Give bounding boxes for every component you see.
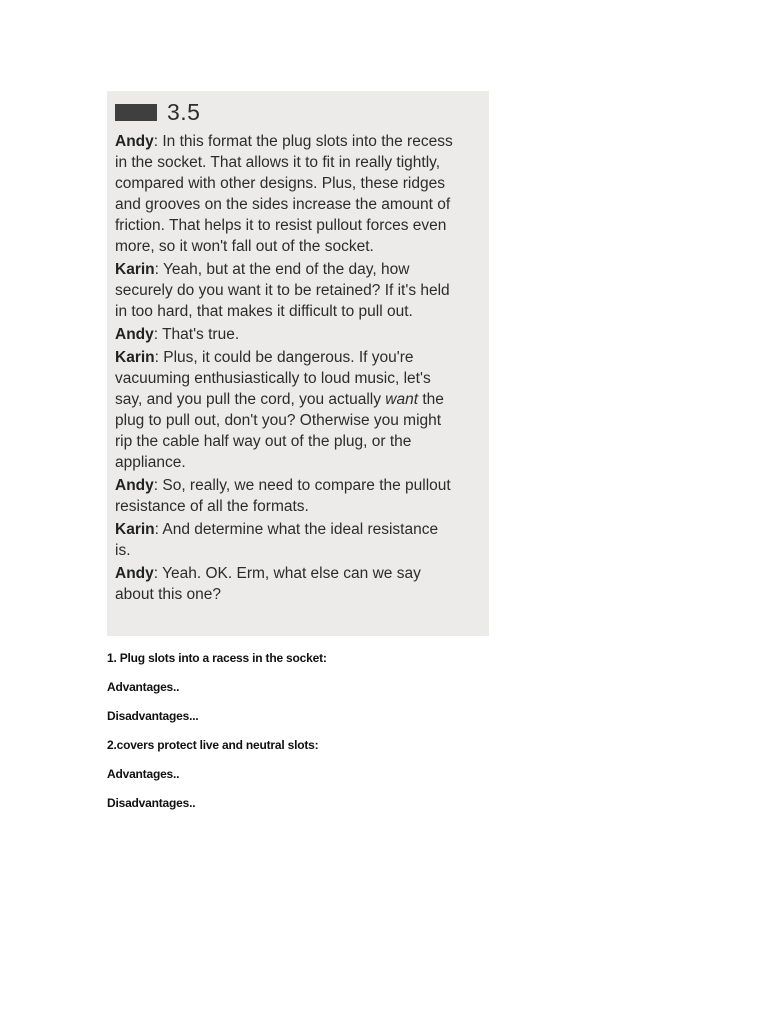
section-number: 3.5 [167, 98, 201, 125]
dialogue-line: about this one? [115, 586, 222, 603]
dialogue-turn [115, 563, 489, 605]
dialogue-line: rip the cable half way out of the plug, or the [115, 433, 412, 450]
dialogue-transcript [115, 131, 489, 605]
speaker-name: Andy [115, 477, 154, 494]
dialogue-line-continuation: the [418, 391, 444, 408]
question-list [107, 650, 327, 824]
dialogue-line: resistance of all the formats. [115, 498, 309, 515]
scanned-textbook-excerpt [107, 91, 489, 636]
dialogue-turn [115, 324, 489, 345]
disadvantages-label: Disadvantages... [107, 709, 199, 723]
dialogue-line: securely do you want it to be retained? If it's held [115, 282, 450, 299]
section-marker-bar [115, 104, 157, 121]
dialogue-turn [115, 347, 489, 473]
question-heading: 2.covers protect live and neutral slots: [107, 738, 319, 752]
dialogue-line: : Yeah, but at the end of the day, how [154, 261, 410, 278]
dialogue-line: : In this format the plug slots into the recess [153, 133, 453, 150]
dialogue-line: more, so it won't fall out of the socket. [115, 238, 374, 255]
dialogue-line: is. [115, 542, 131, 559]
dialogue-turn [115, 475, 489, 517]
speaker-name: Andy [115, 133, 154, 150]
dialogue-line: : And determine what the ideal resistance [154, 521, 439, 538]
disadvantages-label: Disadvantages.. [107, 796, 196, 810]
speaker-name: Karin [115, 349, 155, 366]
section-header [115, 97, 489, 127]
advantages-label: Advantages.. [107, 767, 180, 781]
dialogue-line: in too hard, that makes it difficult to pull out. [115, 303, 413, 320]
emphasized-word: want [385, 391, 419, 408]
dialogue-line: and grooves on the sides increase the amount of [115, 196, 451, 213]
dialogue-line: : That's true. [153, 326, 240, 343]
dialogue-line: compared with other designs. Plus, these ridges [115, 175, 445, 192]
dialogue-line: : Plus, it could be dangerous. If you're [154, 349, 414, 366]
dialogue-line: plug to pull out, don't you? Otherwise you might [115, 412, 442, 429]
speaker-name: Andy [115, 565, 154, 582]
dialogue-turn [115, 131, 489, 257]
dialogue-line: : So, really, we need to compare the pullout [153, 477, 451, 494]
question-heading: 1. Plug slots into a racess in the socket: [107, 651, 327, 665]
dialogue-line: appliance. [115, 454, 186, 471]
dialogue-turn [115, 259, 489, 322]
dialogue-turn [115, 519, 489, 561]
advantages-label: Advantages.. [107, 680, 180, 694]
dialogue-line: in the socket. That allows it to fit in really tightly, [115, 154, 441, 171]
dialogue-line: say, and you pull the cord, you actually [115, 391, 386, 408]
speaker-name: Andy [115, 326, 154, 343]
speaker-name: Karin [115, 261, 155, 278]
dialogue-line: vacuuming enthusiastically to loud music, let's [115, 370, 431, 387]
dialogue-line: friction. That helps it to resist pullout forces even [115, 217, 447, 234]
speaker-name: Karin [115, 521, 155, 538]
dialogue-line: : Yeah. OK. Erm, what else can we say [153, 565, 421, 582]
